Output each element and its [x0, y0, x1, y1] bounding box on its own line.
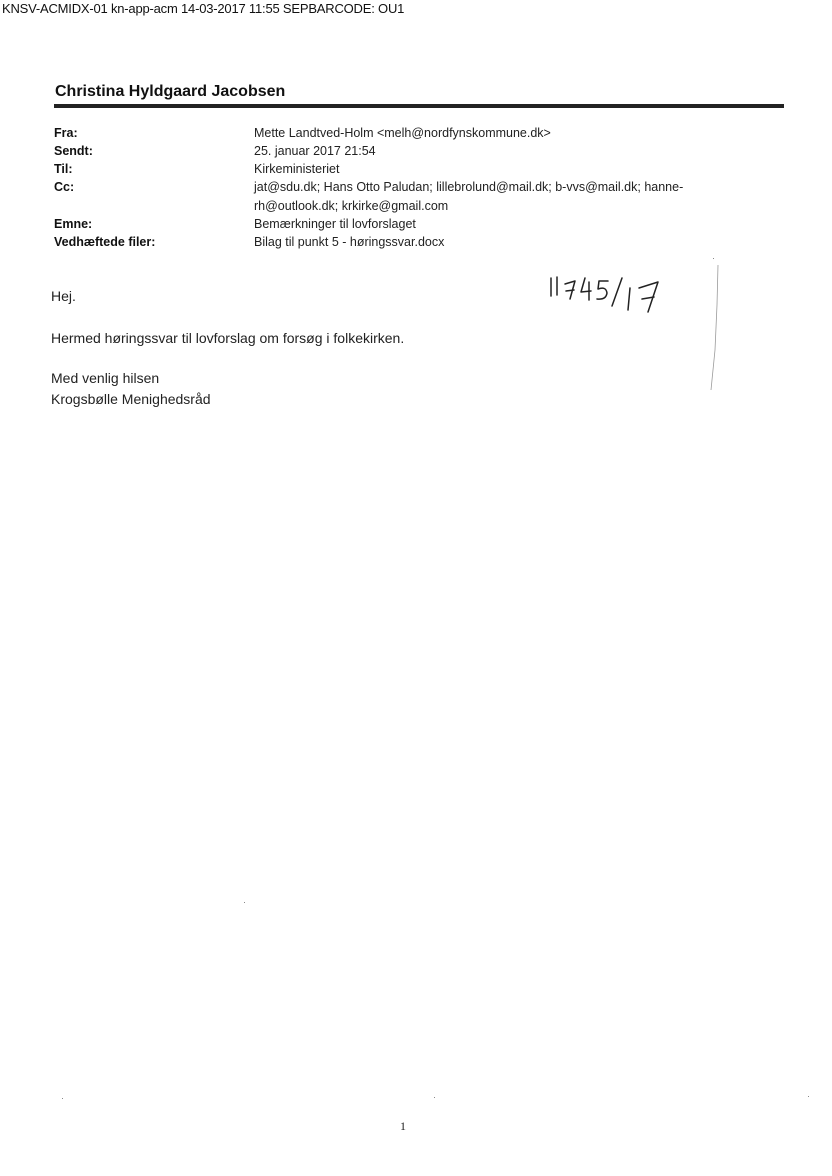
scan-speck	[713, 258, 714, 259]
subject-label: Emne:	[54, 217, 93, 231]
subject-value: Bemærkninger til lovforslaget	[254, 217, 416, 231]
scan-speck	[244, 902, 245, 903]
cc-label: Cc:	[54, 180, 75, 194]
cc-value-line2: rh@outlook.dk; krkirke@gmail.com	[254, 199, 449, 213]
from-value: Mette Landtved-Holm <melh@nordfynskommune.dk>	[254, 126, 551, 140]
to-label: Til:	[54, 162, 73, 176]
handwritten-case-number	[546, 266, 676, 316]
scan-artifact-line	[709, 265, 721, 390]
signature-text: Krogsbølle Menighedsråd	[51, 391, 211, 407]
cc-value-line1: jat@sdu.dk; Hans Otto Paludan; lillebrolund@mail.dk; b-vvs@mail.dk; hanne-	[254, 180, 684, 194]
scan-speck	[808, 1096, 809, 1097]
page-number: 1	[400, 1119, 406, 1133]
greeting: Hej.	[51, 288, 76, 304]
sender-name: Christina Hyldgaard Jacobsen	[55, 83, 286, 100]
closing-text: Med venlig hilsen	[51, 370, 160, 386]
sent-label: Sendt:	[54, 144, 93, 158]
header-divider	[54, 104, 784, 108]
scan-header: KNSV-ACMIDX-01 kn-app-acm 14-03-2017 11:55 SEPBARCODE: OU1	[2, 1, 405, 16]
scan-speck	[434, 1097, 435, 1098]
scan-speck	[62, 1098, 63, 1099]
attachments-label: Vedhæftede filer:	[54, 235, 156, 249]
sent-value: 25. januar 2017 21:54	[254, 144, 376, 158]
to-value: Kirkeministeriet	[254, 162, 340, 176]
from-label: Fra:	[54, 126, 78, 140]
message-text: Hermed høringssvar til lovforslag om forsøg i folkekirken.	[51, 330, 405, 346]
attachments-value: Bilag til punkt 5 - høringssvar.docx	[254, 235, 445, 249]
